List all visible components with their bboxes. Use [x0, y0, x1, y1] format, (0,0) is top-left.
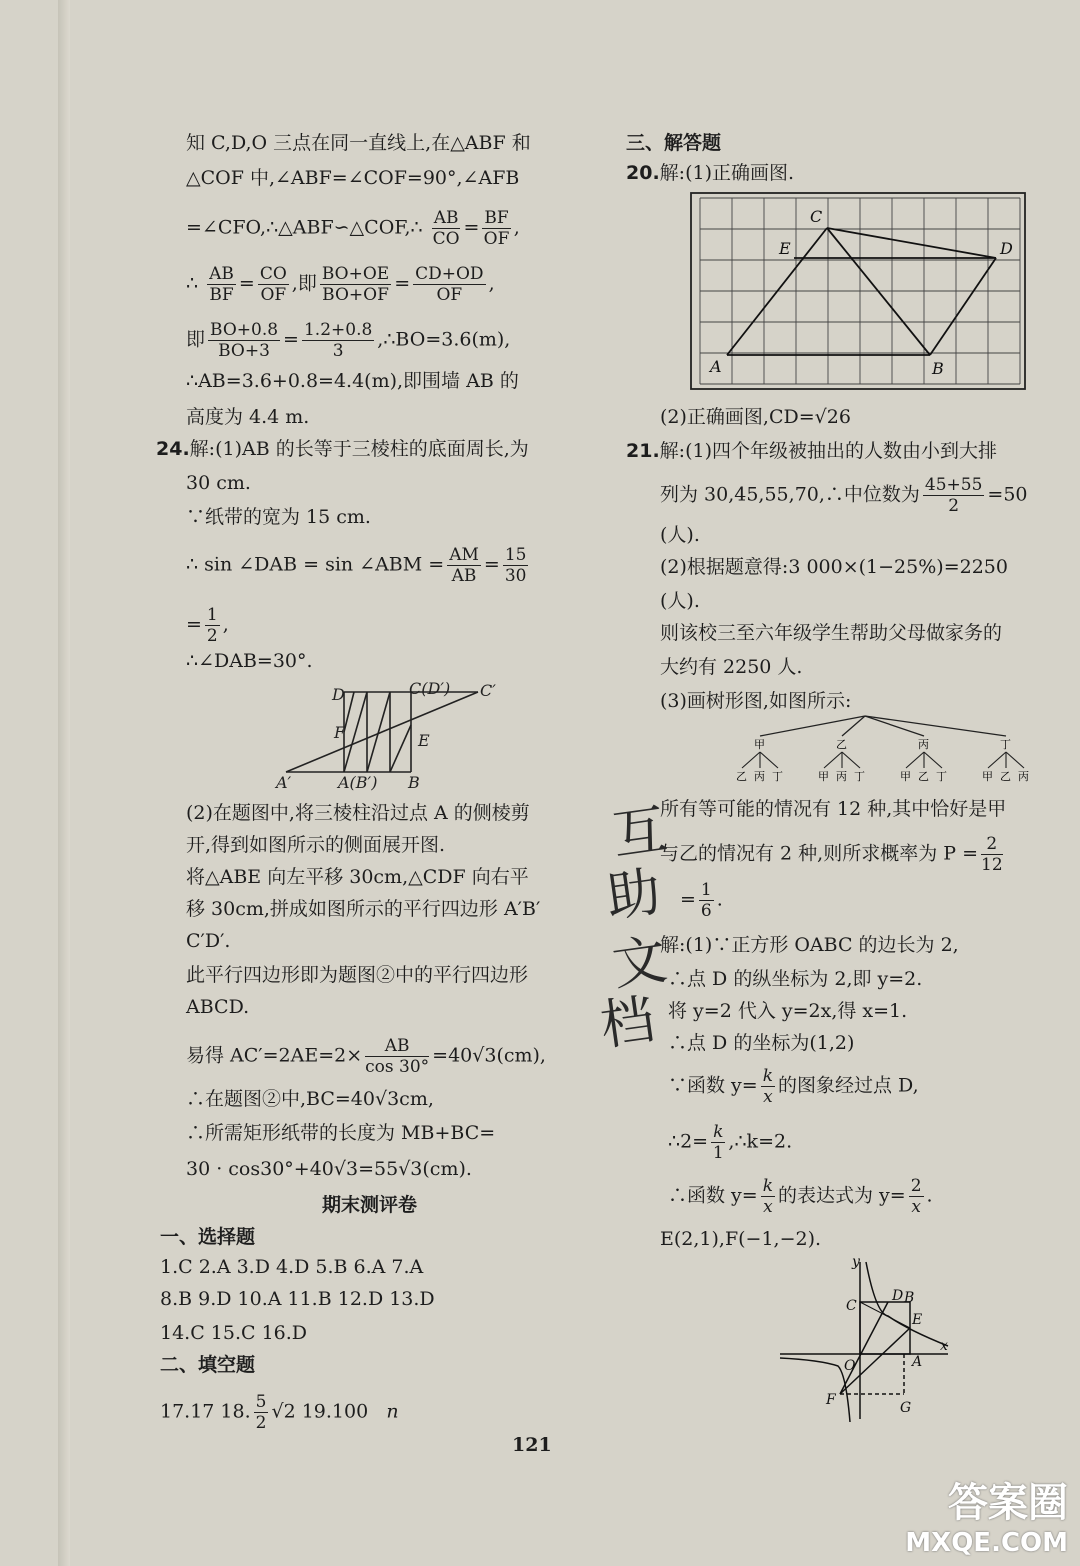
answers-row-3: 14.C 15.C 16.D	[160, 1322, 308, 1344]
text-line: ∴ $\frac{AB}{BF}$ = $\frac{CO}{OF}$ ,即 $\frac{BO+OE}{BO+OF}$ = $\frac{CD+OD}{OF}$ ,	[186, 264, 495, 305]
label-Ap: A′	[276, 773, 292, 792]
label-D: D	[332, 685, 345, 704]
tree-branch	[865, 716, 924, 736]
text-line: =∠CFO,∴△ABF∽△COF,∴ $\frac{AB}{CO}$ = $\frac{BF}{OF}$ ,	[186, 208, 520, 249]
fraction: $\frac{CD+OD}{OF}$	[415, 264, 484, 305]
text-line: (3)画树形图,如图所示:	[660, 690, 852, 712]
tree-leaf: 甲	[900, 770, 911, 783]
tree-branch	[760, 752, 778, 768]
text-line: 知 C,D,O 三点在同一直线上,在△ABF 和	[186, 132, 531, 154]
text-line: 易得 AC′=2AE=2× $\frac{AB}{\cos 30^\circ}$ =40√3(cm),	[186, 1036, 546, 1077]
section-fill: 二、填空题	[160, 1354, 256, 1376]
coord-label-A: A	[912, 1354, 923, 1370]
answers-row-2: 8.B 9.D 10.A 11.B 12.D 13.D	[160, 1288, 435, 1310]
tree-leaf: 乙	[736, 770, 747, 783]
fraction: $\frac{1}{2}$	[206, 605, 218, 646]
question-20: 20.解:(1)正确画图.	[626, 162, 795, 184]
tree-leaf: 甲	[982, 770, 993, 783]
fraction: $\frac{5}{2}$	[255, 1392, 267, 1433]
binding-fold	[58, 0, 70, 1566]
fraction: $\frac{k}{1}$	[712, 1122, 724, 1163]
tree-branch	[988, 752, 1006, 768]
label-A: A(B′)	[338, 773, 378, 792]
text-line: 开,得到如图所示的侧面展开图.	[186, 834, 446, 856]
text-line: ∴AB=3.6+0.8=4.4(m),即围墙 AB 的	[186, 370, 519, 392]
text-line: 将△ABE 向左平移 30cm,△CDF 向右平	[186, 866, 529, 888]
watermark-logo: 答案圈 MXQE.COM	[905, 1480, 1068, 1558]
label-F: F	[334, 723, 346, 742]
text-line: ∵函数 y= $\frac{k}{x}$ 的图象经过点 D,	[668, 1066, 919, 1107]
handwritten-mark: 助	[602, 859, 665, 930]
answers-row-1: 1.C 2.A 3.D 4.D 5.B 6.A 7.A	[160, 1256, 424, 1278]
fraction: $\frac{AM}{AB}$	[449, 545, 479, 586]
tree-branch	[760, 716, 865, 736]
fraction: $\frac{15}{30}$	[504, 545, 527, 586]
grid-label-B: B	[932, 359, 944, 378]
tree-branch	[742, 752, 760, 768]
fraction: $\frac{2}{x}$	[910, 1176, 922, 1217]
prism-unfold-diagram	[276, 680, 506, 790]
fraction: $\frac{1.2+0.8}{3}$	[303, 320, 373, 361]
text-line: C′D′.	[186, 930, 231, 952]
fraction: $\frac{CO}{OF}$	[259, 264, 287, 305]
text-line: ∴2= $\frac{k}{1}$ ,∴k=2.	[668, 1122, 793, 1163]
tree-leaf: 乙	[1000, 770, 1011, 783]
question-21: 21.解:(1)四个年级被抽出的人数由小到大排	[626, 440, 997, 462]
tree-leaf: 丁	[854, 770, 865, 783]
tree-node: 丁	[1000, 738, 1011, 751]
tree-node: 丙	[918, 738, 929, 751]
tree-leaf: 乙	[918, 770, 929, 783]
text-line: (2)根据题意得:3 000×(1−25%)=2250	[660, 556, 1008, 578]
tree-leaf: 丙	[1018, 770, 1029, 783]
text-line: ∴∠DAB=30°.	[186, 650, 313, 672]
tree-leaf: 甲	[818, 770, 829, 783]
exam-title: 期末测评卷	[322, 1194, 418, 1216]
text-line: 将 y=2 代入 y=2x,得 x=1.	[668, 1000, 908, 1022]
handwritten-mark: 互	[608, 797, 671, 868]
text-line: ∴点 D 的坐标为(1,2)	[668, 1032, 855, 1054]
tree-branch	[842, 752, 860, 768]
tree-branch	[865, 716, 1006, 736]
text-line: △COF 中,∠ABF=∠COF=90°,∠AFB	[186, 167, 520, 189]
text-line: 高度为 4.4 m.	[186, 406, 310, 428]
answers-row-4: 17.17 18. $\frac{5}{2}$ √2 19.100 n	[160, 1392, 399, 1433]
coordinate-diagram	[780, 1254, 960, 1424]
text-line: 即 $\frac{BO+0.8}{BO+3}$ = $\frac{1.2+0.8}{3}$ ,∴BO=3.6(m),	[186, 320, 511, 361]
text-line: ABCD.	[186, 996, 250, 1018]
text-line: 所有等可能的情况有 12 种,其中恰好是甲	[660, 798, 1007, 820]
text-line: ∵纸带的宽为 15 cm.	[186, 506, 371, 528]
text-line: E(2,1),F(−1,−2).	[660, 1228, 822, 1250]
fraction: $\frac{BO+OE}{BO+OF}$	[321, 264, 390, 305]
fraction: $\frac{BF}{OF}$	[483, 208, 510, 249]
fraction: $\frac{AB}{BF}$	[209, 264, 234, 305]
fraction: $\frac{1}{6}$	[700, 880, 712, 921]
label-E: E	[418, 731, 430, 750]
grid-label-E: E	[779, 239, 791, 258]
fraction: $\frac{k}{x}$	[762, 1176, 774, 1217]
tree-node: 乙	[836, 738, 847, 751]
fraction: $\frac{k}{x}$	[762, 1066, 774, 1107]
text-line: 与乙的情况有 2 种,则所求概率为 P = $\frac{2}{12}$	[660, 834, 1003, 875]
section-solve: 三、解答题	[626, 132, 722, 154]
text-line: ∴所需矩形纸带的长度为 MB+BC=	[186, 1122, 496, 1144]
tree-branch	[924, 752, 942, 768]
fraction: $\frac{45+55}{2}$	[924, 475, 983, 516]
coord-label-B: B	[904, 1290, 915, 1306]
text-line: (2)在题图中,将三棱柱沿过点 A 的侧棱剪	[186, 802, 530, 824]
section-choice: 一、选择题	[160, 1226, 256, 1248]
tree-leaf: 丙	[754, 770, 765, 783]
tree-diagram	[730, 712, 1029, 784]
coord-label-E: E	[912, 1312, 923, 1328]
label-B: B	[408, 773, 420, 792]
axis-label-x: x	[940, 1338, 948, 1354]
grid-label-A: A	[710, 357, 722, 376]
text-line: 则该校三至六年级学生帮助父母做家务的	[660, 622, 1003, 644]
text-line: ∴函数 y= $\frac{k}{x}$ 的表达式为 y= $\frac{2}{x}$ .	[668, 1176, 933, 1217]
text-line: 列为 30,45,55,70,∴中位数为 $\frac{45+55}{2}$ =50	[660, 475, 1028, 516]
coord-label-F: F	[826, 1392, 836, 1408]
tree-branch	[1006, 752, 1024, 768]
coord-label-G: G	[900, 1400, 912, 1416]
tree-branch	[906, 752, 924, 768]
text-line: (人).	[660, 524, 700, 546]
page-number: 121	[512, 1434, 552, 1456]
question-24: 24.解:(1)AB 的长等于三棱柱的底面周长,为	[156, 438, 529, 460]
text-line: = $\frac{1}{6}$ .	[680, 880, 723, 921]
text-line: 解:(1)∵正方形 OABC 的边长为 2,	[660, 934, 959, 956]
fraction: $\frac{BO+0.8}{BO+3}$	[210, 320, 279, 361]
text-line: (人).	[660, 590, 700, 612]
axis-label-O: O	[844, 1358, 856, 1374]
grid-label-D: D	[1000, 239, 1013, 258]
text-line: ∴在题图②中,BC=40√3cm,	[186, 1088, 434, 1110]
text-line: 30 cm.	[186, 472, 251, 494]
handwritten-mark: 档	[596, 987, 659, 1058]
tree-leaf: 丁	[936, 770, 947, 783]
coord-label-D: D	[892, 1288, 904, 1304]
fraction: $\frac{2}{12}$	[981, 834, 1003, 875]
fraction: $\frac{AB}{CO}$	[432, 208, 460, 249]
fraction: $\frac{AB}{\cos 30^\circ}$	[365, 1036, 430, 1077]
coord-label-C: C	[846, 1298, 857, 1314]
text-line: 30 · cos30°+40√3=55√3(cm).	[186, 1158, 472, 1180]
tree-branch	[842, 716, 865, 736]
text-line: (2)正确画图,CD=√26	[660, 406, 851, 428]
text-line: 此平行四边形即为题图②中的平行四边形	[186, 964, 529, 986]
grid-label-C: C	[810, 207, 823, 226]
label-Cp: C′	[480, 681, 496, 700]
grid-diagram	[690, 192, 1026, 392]
tree-leaf: 丙	[836, 770, 847, 783]
handwritten-mark: 文	[608, 927, 671, 998]
text-line: 大约有 2250 人.	[660, 656, 803, 678]
tree-leaf: 丁	[772, 770, 783, 783]
label-C: C(D′)	[409, 679, 451, 698]
tree-node: 甲	[754, 738, 765, 751]
text-line: ∴点 D 的纵坐标为 2,即 y=2.	[668, 968, 923, 990]
axis-label-y: y	[852, 1254, 860, 1270]
text-line: ∴ sin ∠DAB = sin ∠ABM = $\frac{AM}{AB}$ = $\frac{15}{30}$	[186, 545, 527, 586]
text-line: = $\frac{1}{2}$ ,	[186, 605, 229, 646]
tree-branch	[824, 752, 842, 768]
text-line: 移 30cm,拼成如图所示的平行四边形 A′B′	[186, 898, 541, 920]
